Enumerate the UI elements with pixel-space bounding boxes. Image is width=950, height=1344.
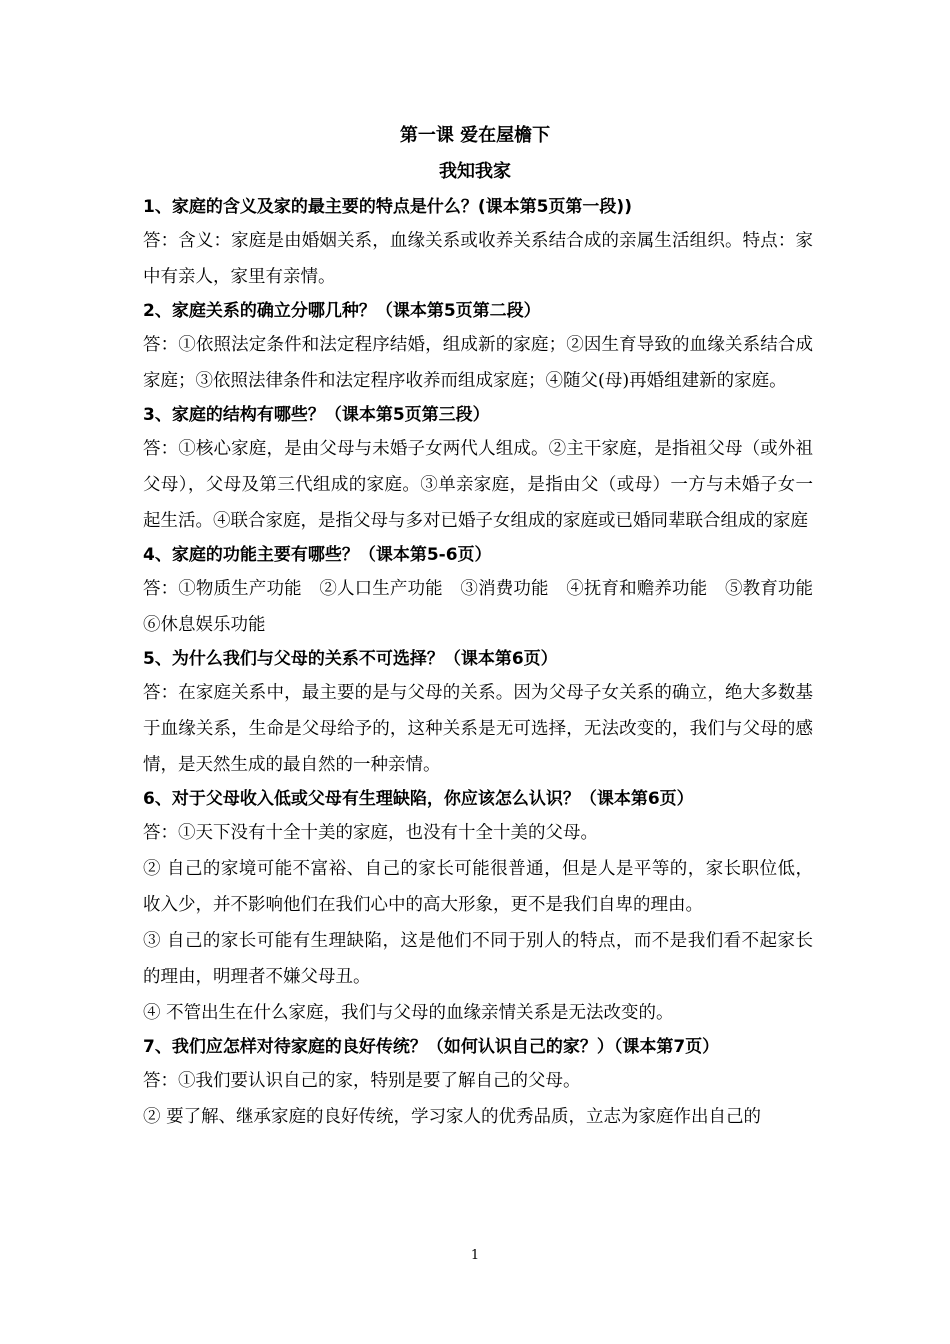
question-1: 1、家庭的含义及家的最主要的特点是什么？(课本第5页第一段))	[143, 197, 632, 217]
answer-6-line-3: ③ 自己的家长可能有生理缺陷，这是他们不同于别人的特点，而不是我们看不起家长的理由，明理者不嫌父母丑。	[143, 931, 813, 987]
question-2: 2、家庭关系的确立分哪几种？（课本第5页第二段）	[143, 301, 541, 321]
answer-1: 答：含义：家庭是由婚姻关系，血缘关系或收养关系结合成的亲属生活组织。特点：家中有亲人，家里有亲情。	[143, 231, 813, 287]
answer-4: 答：①物质生产功能 ②人口生产功能 ③消费功能 ④抚育和赡养功能 ⑤教育功能 ⑥休息娱乐功能	[143, 579, 831, 635]
answer-2: 答：①依照法定条件和法定程序结婚，组成新的家庭；②因生育导致的血缘关系结合成家庭；③依照法律条件和法定程序收养而组成家庭；④随父(母)再婚组建新的家庭。	[143, 335, 813, 391]
lesson-title: 第一课 爱在屋檐下	[399, 125, 551, 146]
section-subtitle: 我知我家	[439, 161, 511, 182]
answer-7-line-1: 答：①我们要认识自己的家，特别是要了解自己的父母。	[143, 1071, 581, 1091]
question-7: 7、我们应怎样对待家庭的良好传统？（如何认识自己的家？）（课本第7页）	[143, 1037, 720, 1057]
question-3: 3、家庭的结构有哪些？（课本第5页第三段）	[143, 405, 490, 425]
answer-6-line-4: ④ 不管出生在什么家庭，我们与父母的血缘亲情关系是无法改变的。	[143, 1003, 674, 1023]
document-body	[143, 191, 831, 1135]
answer-6-line-2: ② 自己的家境可能不富裕、自己的家长可能很普通，但是人是平等的，家长职位低，收入少，并不影响他们在我们心中的高大形象，更不是我们自卑的理由。	[143, 859, 813, 915]
question-6: 6、对于父母收入低或父母有生理缺陷，你应该怎么认识？（课本第6页）	[143, 789, 694, 809]
question-4: 4、家庭的功能主要有哪些？（课本第5-6页）	[143, 545, 492, 565]
answer-7-line-2: ② 要了解、继承家庭的良好传统，学习家人的优秀品质，立志为家庭作出自己的	[143, 1107, 762, 1127]
answer-6-line-1: 答：①天下没有十全十美的家庭，也没有十全十美的父母。	[143, 823, 598, 843]
page-number: 1	[470, 1248, 480, 1263]
answer-5: 答：在家庭关系中，最主要的是与父母的关系。因为父母子女关系的确立，绝大多数基于血缘关系，生命是父母给予的，这种关系是无可选择，无法改变的，我们与父母的感情，是天然生成的最自然的一种亲情。	[143, 683, 813, 775]
answer-3: 答：①核心家庭，是由父母与未婚子女两代人组成。②主干家庭，是指祖父母（或外祖父母），父母及第三代组成的家庭。③单亲家庭，是指由父（或母）一方与未婚子女一起生活。④联合家庭，是指父母与多对已婚子女组成的家庭或已婚同辈联合组成的家庭	[143, 439, 813, 531]
question-5: 5、为什么我们与父母的关系不可选择？（课本第6页）	[143, 649, 558, 669]
